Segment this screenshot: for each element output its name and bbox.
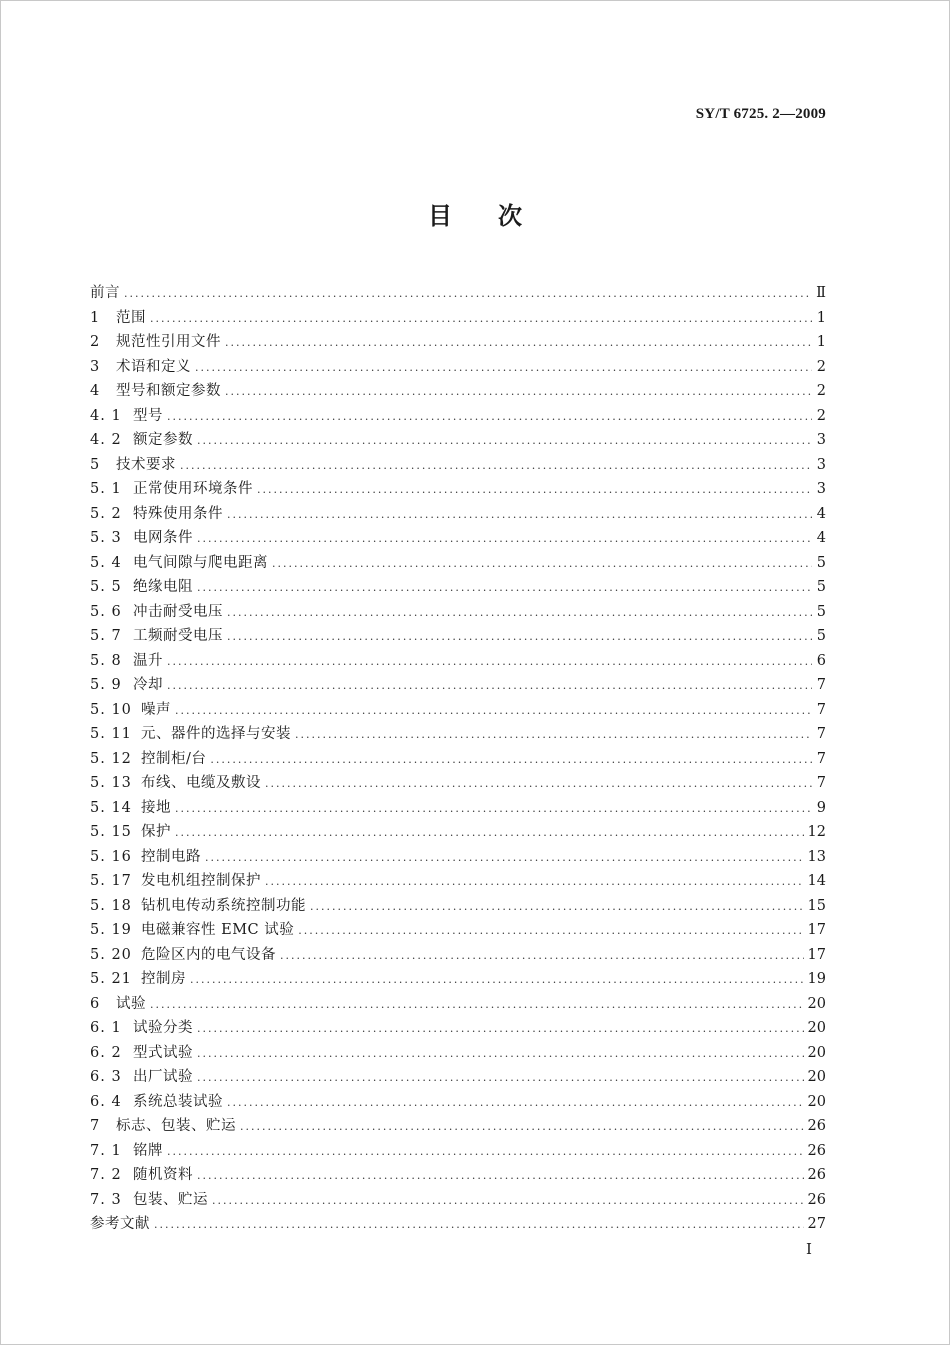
toc-entry-number: 2 [90, 334, 101, 350]
toc-entry[interactable] [90, 845, 826, 870]
toc-entry-page: 12 [807, 824, 826, 840]
toc-entry-number: 7 [90, 1118, 101, 1134]
toc-entry-page: 26 [807, 1167, 826, 1183]
toc-entry-page: Ⅱ [816, 285, 826, 301]
toc-entry-number: 4 [90, 383, 101, 399]
toc-entry[interactable] [90, 992, 826, 1017]
toc-entry[interactable] [90, 1090, 826, 1115]
toc-leader-dots [197, 527, 812, 552]
toc-leader-dots [124, 282, 812, 307]
toc-entry-number: 5. 20 [90, 946, 132, 963]
toc-leader-dots [197, 1164, 804, 1189]
toc-leader-dots [225, 331, 812, 356]
toc-entry-number: 5. 15 [90, 824, 132, 840]
toc-entry-page: 5 [816, 579, 826, 595]
toc-leader-dots [154, 1213, 804, 1238]
toc-entry-number: 5. 12 [90, 750, 132, 767]
toc-entry-label: 布线、电缆及敷设 [141, 775, 261, 791]
toc-entry-page: 2 [816, 407, 826, 424]
toc-entry[interactable] [90, 894, 826, 919]
toc-entry-label: 冲击耐受电压 [133, 603, 223, 620]
toc-entry-label: 试验分类 [133, 1020, 193, 1036]
toc-entry-page: 5 [816, 628, 826, 644]
toc-entry-label: 范围 [116, 309, 146, 326]
toc-entry-page: 20 [807, 1093, 826, 1110]
toc-entry-page: 2 [816, 383, 826, 399]
toc-leader-dots [310, 895, 804, 920]
toc-entry-label: 电网条件 [133, 530, 193, 546]
toc-entry-page: 9 [816, 799, 826, 816]
toc-entry[interactable] [90, 379, 826, 404]
toc-entry[interactable] [90, 502, 826, 527]
toc-entry-page: 4 [816, 505, 826, 522]
toc-entry-number: 6. 3 [90, 1069, 122, 1085]
toc-leader-dots [180, 454, 812, 479]
toc-entry-label: 包装、贮运 [133, 1191, 208, 1208]
toc-entry-label: 危险区内的电气设备 [141, 946, 276, 963]
toc-entry[interactable] [90, 355, 826, 380]
toc-leader-dots [150, 307, 812, 332]
toc-entry-label: 系统总装试验 [133, 1093, 223, 1110]
toc-leader-dots [272, 552, 812, 577]
toc-entry-page: 13 [807, 848, 826, 865]
toc-leader-dots [227, 1091, 804, 1116]
toc-entry[interactable] [90, 526, 826, 551]
toc-entry[interactable] [90, 453, 826, 478]
toc-entry[interactable] [90, 771, 826, 796]
toc-entry-number: 5. 1 [90, 481, 122, 497]
toc-entry-page: 1 [816, 334, 826, 350]
toc-entry-page: 4 [816, 530, 826, 546]
toc-entry-label: 冷却 [133, 677, 163, 693]
toc-entry-number: 5. 21 [90, 971, 132, 987]
toc-entry[interactable] [90, 1114, 826, 1139]
toc-entry-label: 标志、包装、贮运 [116, 1118, 236, 1134]
toc-entry-label: 电磁兼容性 EMC 试验 [141, 922, 295, 938]
toc-entry-label: 工频耐受电压 [133, 628, 223, 644]
toc-entry-page: 7 [816, 677, 826, 693]
toc-entry-label: 试验 [116, 995, 146, 1012]
toc-entry-label: 型号和额定参数 [116, 383, 221, 399]
toc-entry-label: 特殊使用条件 [133, 505, 223, 522]
toc-leader-dots [295, 723, 812, 748]
toc-entry-label: 规范性引用文件 [116, 334, 221, 350]
toc-entry-number: 4. 1 [90, 407, 122, 424]
toc-entry-number: 5. 4 [90, 554, 122, 571]
toc-entry[interactable] [90, 698, 826, 723]
toc-entry[interactable] [90, 918, 826, 943]
toc-leader-dots [167, 674, 812, 699]
toc-entry-label: 元、器件的选择与安装 [141, 726, 291, 742]
toc-leader-dots [240, 1115, 804, 1140]
toc-entry[interactable] [90, 673, 826, 698]
toc-entry-page: 20 [807, 1069, 826, 1085]
toc-entry-number: 5. 2 [90, 505, 122, 522]
toc-entry-label: 型式试验 [133, 1044, 193, 1061]
toc-leader-dots [205, 846, 804, 871]
toc-entry-number: 5. 5 [90, 579, 122, 595]
toc-entry-page: 26 [807, 1118, 826, 1134]
table-of-contents [90, 281, 826, 1237]
toc-entry[interactable] [90, 649, 826, 674]
toc-leader-dots [212, 1189, 804, 1214]
toc-entry-number: 7. 2 [90, 1167, 122, 1183]
toc-entry-page: 15 [807, 897, 826, 914]
toc-entry[interactable] [90, 1016, 826, 1041]
toc-entry-page: 20 [807, 1020, 826, 1036]
toc-entry[interactable] [90, 477, 826, 502]
toc-entry-page: 26 [807, 1142, 826, 1159]
toc-leader-dots [210, 748, 812, 773]
toc-leader-dots [265, 772, 812, 797]
toc-entry[interactable] [90, 330, 826, 355]
toc-leader-dots [167, 1140, 804, 1165]
toc-leader-dots [265, 870, 804, 895]
toc-entry-number: 6. 1 [90, 1020, 122, 1036]
toc-entry-page: 7 [816, 775, 826, 791]
toc-leader-dots [257, 478, 812, 503]
toc-entry[interactable] [90, 404, 826, 429]
toc-entry-label: 保护 [141, 824, 171, 840]
page-footer-number: Ⅰ [806, 1240, 812, 1258]
toc-leader-dots [175, 699, 812, 724]
toc-entry-label: 钻机电传动系统控制功能 [141, 897, 306, 914]
toc-entry-number: 6. 4 [90, 1093, 122, 1110]
toc-leader-dots [197, 429, 812, 454]
toc-entry[interactable] [90, 575, 826, 600]
toc-entry[interactable] [90, 1041, 826, 1066]
toc-entry-label: 技术要求 [116, 456, 176, 473]
toc-leader-dots [175, 797, 812, 822]
toc-entry-page: 6 [816, 652, 826, 669]
toc-entry[interactable] [90, 1163, 826, 1188]
toc-entry[interactable] [90, 820, 826, 845]
toc-entry-label: 术语和定义 [116, 358, 191, 375]
toc-entry-number: 5. 17 [90, 873, 132, 889]
toc-entry[interactable] [90, 1212, 826, 1237]
toc-entry-page: 3 [816, 456, 826, 473]
toc-entry-page: 7 [816, 701, 826, 718]
toc-entry-page: 7 [816, 726, 826, 742]
toc-leader-dots [150, 993, 804, 1018]
toc-entry-label: 控制柜/台 [141, 750, 207, 767]
toc-leader-dots [227, 601, 812, 626]
toc-entry-page: 19 [807, 971, 826, 987]
toc-leader-dots [280, 944, 804, 969]
toc-leader-dots [298, 919, 803, 944]
standard-number: SY/T 6725. 2—2009 [695, 106, 826, 122]
toc-entry[interactable] [90, 306, 826, 331]
toc-entry-page: 20 [807, 995, 826, 1012]
toc-entry-label: 接地 [141, 799, 171, 816]
toc-entry-label: 电气间隙与爬电距离 [133, 554, 268, 571]
toc-entry-label: 正常使用环境条件 [133, 481, 253, 497]
toc-entry-page: 3 [816, 432, 826, 448]
toc-entry-label: 控制电路 [141, 848, 201, 865]
toc-entry[interactable] [90, 600, 826, 625]
toc-entry-label: 参考文献 [90, 1216, 150, 1232]
toc-entry[interactable] [90, 624, 826, 649]
toc-entry-number: 6. 2 [90, 1044, 122, 1061]
toc-entry[interactable] [90, 281, 826, 306]
toc-leader-dots [167, 650, 812, 675]
toc-entry-number: 7. 3 [90, 1191, 122, 1208]
toc-entry-number: 5. 11 [90, 726, 132, 742]
toc-entry-number: 5. 8 [90, 652, 122, 669]
toc-entry-page: 1 [816, 309, 826, 326]
toc-entry-page: 26 [807, 1191, 826, 1208]
toc-entry[interactable] [90, 428, 826, 453]
toc-entry-number: 5. 6 [90, 603, 122, 620]
toc-entry-label: 随机资料 [133, 1167, 193, 1183]
toc-entry-number: 5. 9 [90, 677, 122, 693]
toc-entry-number: 5. 10 [90, 701, 132, 718]
toc-entry-page: 27 [807, 1216, 826, 1232]
toc-leader-dots [197, 576, 812, 601]
toc-entry-label: 发电机组控制保护 [141, 873, 261, 889]
toc-entry-page: 5 [816, 554, 826, 571]
toc-entry[interactable] [90, 796, 826, 821]
toc-entry-number: 5. 14 [90, 799, 132, 816]
toc-entry-number: 5. 19 [90, 922, 132, 938]
toc-entry-number: 5. 16 [90, 848, 132, 865]
toc-leader-dots [197, 1042, 804, 1067]
toc-entry-number: 5. 18 [90, 897, 132, 914]
toc-entry-number: 4. 2 [90, 432, 122, 448]
toc-entry-label: 绝缘电阻 [133, 579, 193, 595]
toc-entry[interactable] [90, 967, 826, 992]
toc-entry-number: 5. 7 [90, 628, 122, 644]
toc-entry[interactable] [90, 943, 826, 968]
toc-entry-label: 型号 [133, 407, 163, 424]
toc-entry-number: 5 [90, 456, 101, 473]
toc-entry-label: 噪声 [141, 701, 171, 718]
toc-entry[interactable] [90, 722, 826, 747]
toc-leader-dots [197, 1066, 804, 1091]
toc-entry-number: 6 [90, 995, 101, 1012]
toc-entry[interactable] [90, 869, 826, 894]
toc-leader-dots [227, 625, 812, 650]
toc-entry-number: 7. 1 [90, 1142, 122, 1159]
toc-entry-label: 出厂试验 [133, 1069, 193, 1085]
toc-entry-page: 3 [816, 481, 826, 497]
toc-entry-page: 17 [807, 922, 826, 938]
toc-leader-dots [197, 1017, 804, 1042]
toc-entry[interactable] [90, 747, 826, 772]
toc-entry-page: 2 [816, 358, 826, 375]
toc-leader-dots [175, 821, 804, 846]
toc-entry-label: 额定参数 [133, 432, 193, 448]
toc-leader-dots [167, 405, 812, 430]
toc-entry-label: 铭牌 [133, 1142, 163, 1159]
toc-entry-label: 温升 [133, 652, 163, 669]
toc-leader-dots [195, 356, 812, 381]
toc-leader-dots [190, 968, 804, 993]
toc-entry-page: 14 [807, 873, 826, 889]
toc-entry[interactable] [90, 1139, 826, 1164]
toc-entry-label: 前言 [90, 285, 120, 301]
toc-entry-number: 5. 3 [90, 530, 122, 546]
toc-entry[interactable] [90, 1188, 826, 1213]
page-title: 目次 [428, 202, 568, 230]
toc-entry-number: 1 [90, 309, 101, 326]
toc-entry-number: 5. 13 [90, 775, 132, 791]
toc-entry[interactable] [90, 1065, 826, 1090]
toc-entry-label: 控制房 [141, 971, 186, 987]
toc-entry-number: 3 [90, 358, 101, 375]
toc-leader-dots [227, 503, 812, 528]
toc-entry-page: 20 [807, 1044, 826, 1061]
toc-entry[interactable] [90, 551, 826, 576]
toc-leader-dots [225, 380, 812, 405]
toc-entry-page: 5 [816, 603, 826, 620]
toc-entry-page: 7 [816, 750, 826, 767]
toc-entry-page: 17 [807, 946, 826, 963]
